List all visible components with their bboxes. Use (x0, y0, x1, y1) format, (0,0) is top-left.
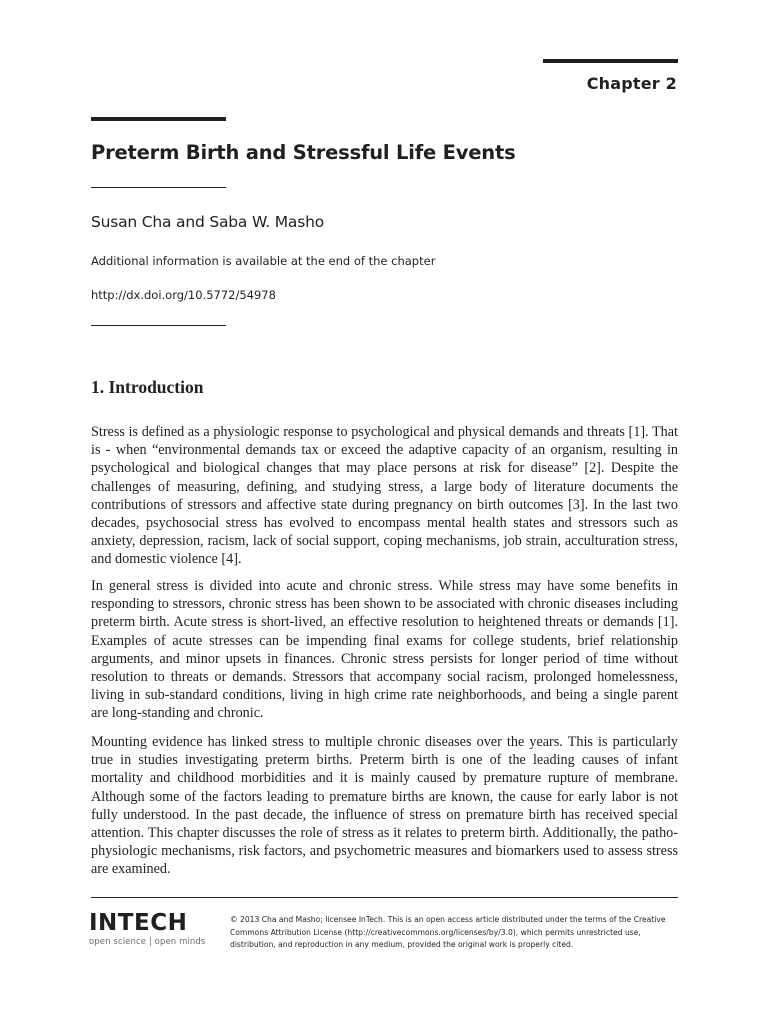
body-paragraph: Stress is defined as a physiologic response to psychological and physical demands and threats [1]. That is - when “environmental demands tax or exceed the adaptive capacity of an organism, resulting in psychological and biological changes that may place persons at risk for disease” [2]. Despite the challenges of measuring, defining, and studying stress, a large body of literature documents the contributions of stressors and affective state during pregnancy on birth outcomes [3]. In the last two decades, psychosocial stress has evolved to encompass mental health states and stressors such as anxiety, depression, racism, lack of social support, coping mechanisms, job strain, acculturation stress, and domestic violence [4]. (91, 424, 678, 568)
metadata-divider (91, 325, 226, 326)
body-paragraph: Mounting evidence has linked stress to multiple chronic diseases over the years. This is particularly true in studies investigating preterm births. Preterm birth is one of the leading causes of infant mortality and childhood morbidities and it is mainly caused by premature rupture of membrane. Although some of the factors leading to premature births are known, the cause for early labor is not fully understood. In the past decade, the influence of stress on premature birth has received special attention. This chapter discusses the role of stress as it relates to preterm birth. Additionally, the patho-physiologic mechanisms, risk factors, and psychometric measures and biomarkers used to assess stress are examined. (91, 734, 678, 878)
authors: Susan Cha and Saba W. Masho (91, 213, 325, 231)
chapter-label: Chapter 2 (586, 74, 677, 93)
intech-logo (89, 910, 205, 947)
title-divider (91, 187, 226, 188)
additional-info-note: Additional information is available at the end of the chapter (91, 254, 436, 268)
license-notice: © 2013 Cha and Masho; licensee InTech. This is an open access article distributed under the terms of the Creative Commons Attribution License (http://creativecommons.org/licenses/by/3.0), which permits unrestricted use, distribution, and reproduction in any medium, provided the original work is properly cited. (230, 915, 666, 950)
doi-link[interactable]: http://dx.doi.org/10.5772/54978 (91, 288, 276, 302)
article-title: Preterm Birth and Stressful Life Events (91, 141, 516, 164)
title-rule (91, 117, 226, 121)
body-paragraph: In general stress is divided into acute and chronic stress. While stress may have some benefits in responding to stressors, chronic stress has been shown to be associated with chronic diseases including preterm birth. Acute stress is short-lived, an effective resolution to heightened threats or demands [1]. Examples of acute stresses can be impending final exams for college students, brief relationship arguments, and minor upsets in finances. Chronic stress persists for longer period of time without resolution to threats or demands. Stressors that accompany social racism, prolonged homelessness, living in sub-standard conditions, living in high crime rate neighborhoods, and being a single parent are long-standing and chronic. (91, 578, 678, 722)
logo-tagline: open science | open minds (89, 937, 206, 947)
footer-divider (91, 897, 678, 898)
logo-wordmark: INTECH (89, 910, 188, 936)
chapter-rule (543, 59, 678, 63)
section-heading: 1. Introduction (91, 377, 204, 397)
